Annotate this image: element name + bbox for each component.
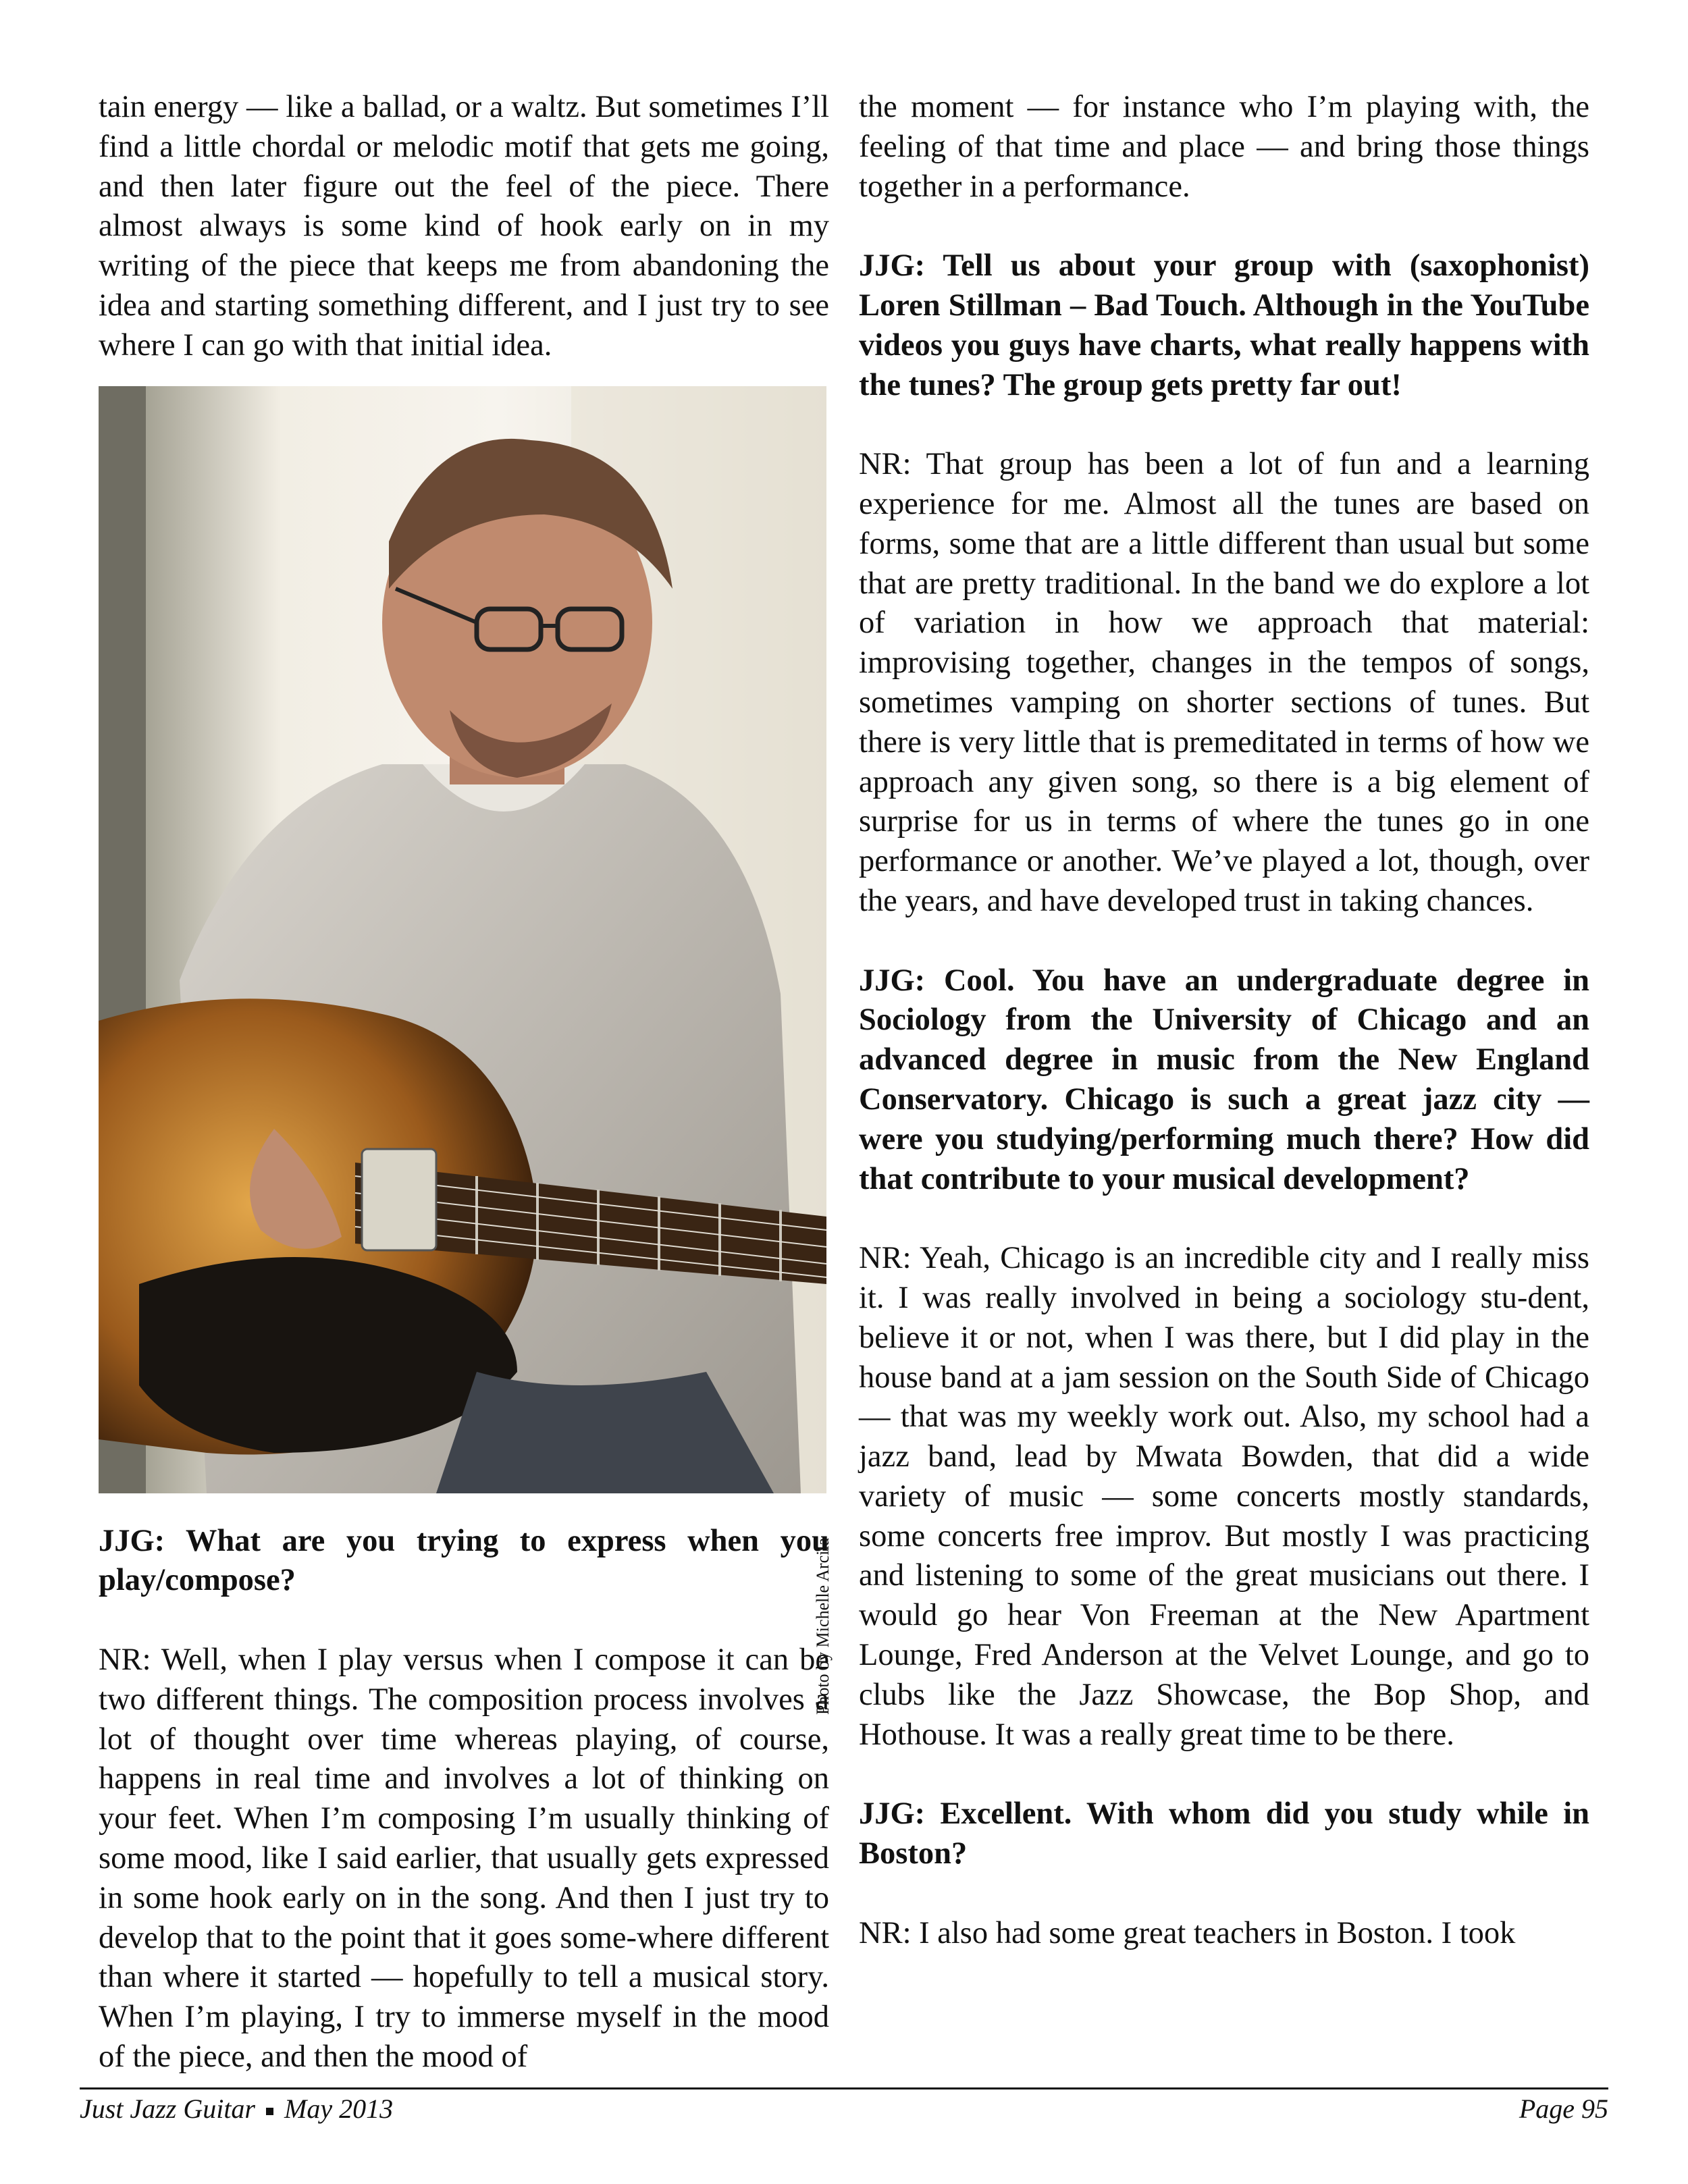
guitarist-photo <box>99 386 826 1493</box>
question-chicago: JJG: Cool. You have an undergraduate degree in Sociology from the University of Chicago and an advanced degree in music from the New England Conservatory. Chicago is such a great jazz city — were you studying/performing much there? How did that contribute to your musical development? <box>859 963 1589 1196</box>
continuation-paragraph: the moment — for instance who I’m playing with, the feeling of that time and place — and bring those things together in a performance. <box>859 90 1589 204</box>
page-number: Page 95 <box>1519 2094 1608 2124</box>
question-bad-touch: JJG: Tell us about your group with (saxophonist) Loren Stillman – Bad Touch. Although in the YouTube videos you guys have charts, what really happens with the tunes? The group gets pretty far out! <box>859 248 1589 402</box>
publication-name: Just Jazz Guitar <box>80 2094 255 2124</box>
issue-date: May 2013 <box>284 2094 394 2124</box>
left-column <box>99 88 829 2077</box>
answer-express: NR: Well, when I play versus when I compose it can be two different things. The composition process involves a lot of thought over time whereas playing, of course, happens in real time and involves a lot of thinking on your feet. When I’m composing I’m usually thinking of some mood, like I said earlier, that usually gets expressed in some hook early on in the song. And then I just try to develop that to the point that it goes some-where different than where it started — hopefully to tell a musical story. When I’m playing, I try to immerse myself in the mood of the piece, and then the mood of <box>99 1642 829 2074</box>
separator-square-icon <box>266 2108 273 2115</box>
answer-chicago: NR: Yeah, Chicago is an incredible city and I really miss it. I was really involved in being a sociology stu-dent, believe it or not, when I was there, but I did play in the house band at a jam session on the South Side of Chicago — that was my weekly work out. Also, my school had a jazz band, lead by Mwata Bowden, that did a wide variety of music — some concerts mostly standards, some concerts free improv. But mostly I was practicing and listening to some of the great musicians out there. I would go hear Von Freeman at the New Apartment Lounge, Fred Anderson at the Velvet Lounge, and go to clubs like the Jazz Showcase, the Bop Shop, and Hothouse. It was a really great time to be there. <box>859 1241 1589 1752</box>
footer-rule <box>80 2087 1608 2089</box>
intro-paragraph: tain energy — like a ballad, or a waltz. But sometimes I’ll find a little chordal or melodic motif that gets me going, and then later figure out the feel of the piece. There almost always is some kind of hook early on in my writing of the piece that keeps me from abandoning the idea and starting something different, and I just try to see where I can go with that initial idea. <box>99 90 829 363</box>
footer-publication <box>80 2093 393 2125</box>
photo-credit-text: Photo by Michelle Arcila <box>813 1537 833 1715</box>
question-express: JJG: What are you trying to express when you play/compose? <box>99 1523 829 1598</box>
guitarist-photo-image <box>99 386 826 1493</box>
question-boston: JJG: Excellent. With whom did you study while in Boston? <box>859 1796 1589 1871</box>
photo-credit <box>810 1499 833 1715</box>
right-column <box>859 88 1589 1953</box>
answer-bad-touch: NR: That group has been a lot of fun and a learning experience for me. Almost all the tunes are based on forms, some that are a little different than usual but some that are pretty traditional. In the band we do explore a lot of variation in how we approach that material: improvising together, changes in the tempos of songs, sometimes vamping on shorter sections of tunes. But there is very little that is premeditated in terms of how we approach any given song, so there is a big element of surprise for us in terms of where the tunes go in one performance or another. We’ve played a lot, though, over the years, and have developed trust in taking chances. <box>859 447 1589 918</box>
answer-boston: NR: I also had some great teachers in Boston. I took <box>859 1915 1516 1950</box>
